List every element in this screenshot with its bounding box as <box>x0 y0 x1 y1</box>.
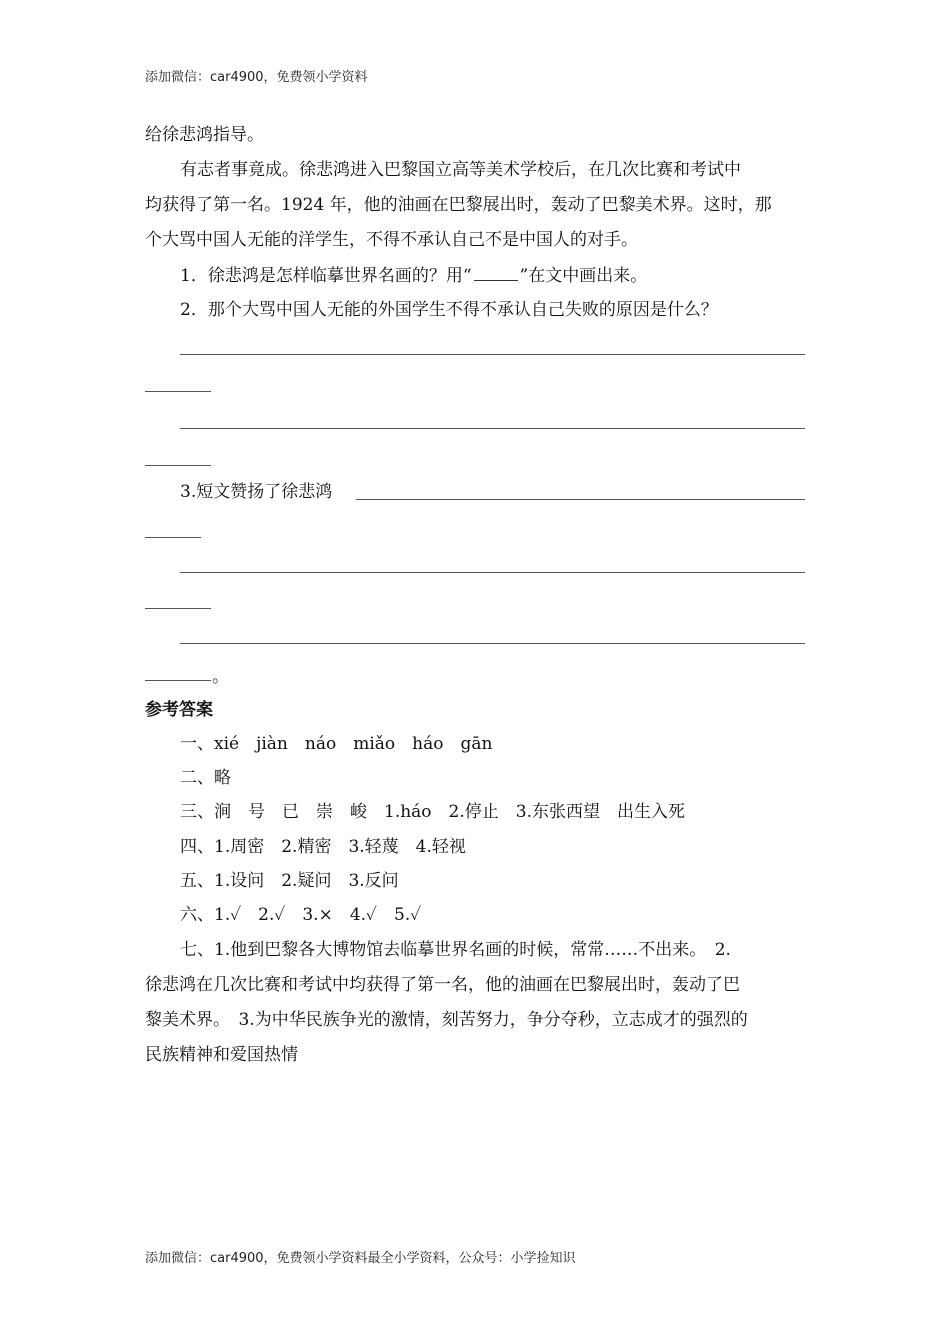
answer-line[interactable] <box>145 537 201 538</box>
underline-sample <box>474 264 518 281</box>
answer-line[interactable] <box>180 354 805 355</box>
answers-title: 参考答案 <box>145 700 213 720</box>
answer-item: 黎美术界。 3.为中华民族争光的激情，刻苦努力，争分夺秒，立志成才的强烈的 <box>145 1010 748 1030</box>
question-2: 2．那个大骂中国人无能的外国学生不得不承认自己失败的原因是什么？ <box>180 300 718 320</box>
answer-line[interactable] <box>180 643 805 644</box>
passage-line: 给徐悲鸿指导。 <box>145 125 264 145</box>
answer-line[interactable] <box>145 680 211 681</box>
answer-item: 六、1.✓ 2.✓ 3.× 4.✓ 5.✓ <box>180 905 422 925</box>
question-3: 3.短文赞扬了徐悲鸿 <box>180 482 333 502</box>
answer-item: 二、略 <box>180 768 231 788</box>
question-1-text-b: ”在文中画出来。 <box>519 266 648 286</box>
passage-line: 均获得了第一名。1924 年，他的油画在巴黎展出时，轰动了巴黎美术界。这时，那 <box>145 195 772 215</box>
page-header: 添加微信：car4900，免费领小学资料 <box>145 70 368 85</box>
question-1-text-a: 1．徐悲鸿是怎样临摹世界名画的？用“ <box>180 266 472 286</box>
passage-line: 个大骂中国人无能的洋学生，不得不承认自己不是中国人的对手。 <box>145 230 638 250</box>
answer-line[interactable] <box>180 572 805 573</box>
answer-item: 三、涧 号 已 崇 峻 1.háo 2.停止 3.东张西望 出生入死 <box>180 802 685 822</box>
end-mark: 。 <box>212 667 229 687</box>
answer-item: 七、1.他到巴黎各大博物馆去临摹世界名画的时候，常常……不出来。 2. <box>180 940 731 960</box>
passage-line: 有志者事竟成。徐悲鸿进入巴黎国立高等美术学校后，在几次比赛和考试中 <box>180 160 741 180</box>
answer-line[interactable] <box>145 608 211 609</box>
answer-line[interactable] <box>180 428 805 429</box>
answer-item: 徐悲鸿在几次比赛和考试中均获得了第一名，他的油画在巴黎展出时，轰动了巴 <box>145 975 740 995</box>
answer-item: 五、1.设问 2.疑问 3.反问 <box>180 871 399 891</box>
page-footer: 添加微信：car4900，免费领小学资料最全小学资料，公众号：小学捡知识 <box>145 1251 576 1266</box>
answer-line[interactable] <box>145 391 211 392</box>
answer-line[interactable] <box>356 499 805 500</box>
answer-item: 民族精神和爱国热情 <box>145 1045 298 1065</box>
question-1 <box>180 264 647 287</box>
answer-item: 四、1.周密 2.精密 3.轻蔑 4.轻视 <box>180 837 466 857</box>
answer-item: 一、xié jiàn náo miǎo háo gān <box>180 734 493 754</box>
answer-line[interactable] <box>145 465 211 466</box>
